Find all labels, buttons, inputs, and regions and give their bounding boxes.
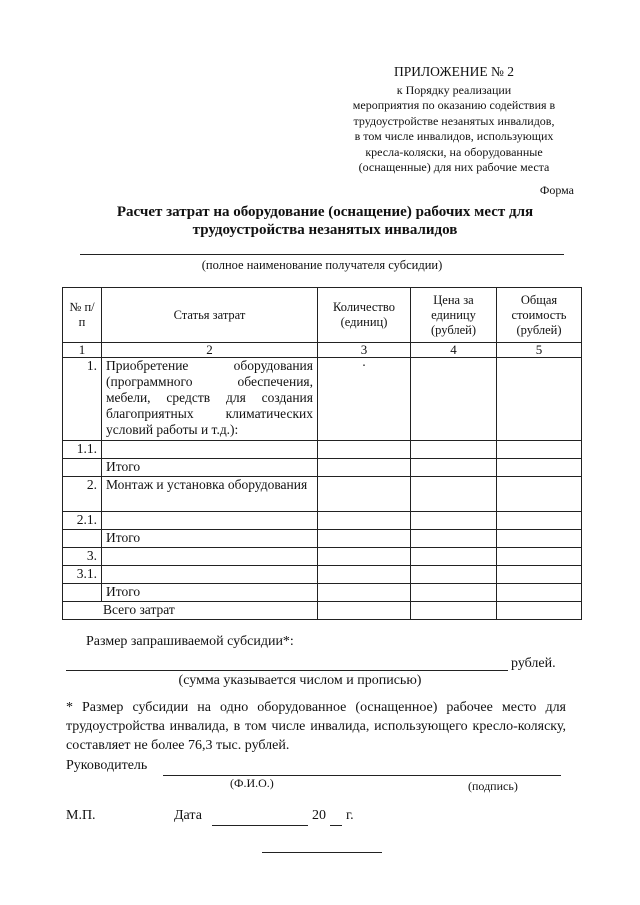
row-total-cell[interactable] [497,530,582,548]
subsidy-unit: рублей. [511,656,556,671]
row-number [63,530,102,548]
row-quantity-cell[interactable] [318,477,411,512]
row-quantity-cell[interactable] [318,566,411,584]
appendix-line: мероприятия по оказанию содействия в [352,98,556,112]
row-unit-price-cell[interactable] [411,584,497,602]
column-number: 3 [318,343,411,358]
row-cost-item[interactable] [102,548,318,566]
fio-caption: (Ф.И.О.) [230,776,274,790]
row-unit-price-cell[interactable] [411,358,497,441]
closing-separator [262,852,382,853]
recipient-caption: (полное наименование получателя субсидии) [201,258,443,272]
row-quantity-cell[interactable] [318,459,411,477]
table-row [63,548,582,566]
row-subtotal-label: Итого [102,459,318,477]
row-number [63,584,102,602]
appendix-header [330,64,578,176]
row-quantity-cell[interactable] [318,512,411,530]
row-cost-item: Монтаж и установка оборудования [102,477,318,512]
row-total-cell[interactable] [497,459,582,477]
header-total-cost: Общая стоимость (рублей) [497,288,582,343]
header-number: № п/п [63,288,102,343]
row-quantity-cell[interactable] [318,441,411,459]
row-subtotal-label: Итого [102,530,318,548]
recipient-name-line[interactable] [80,254,564,255]
row-unit-price-cell[interactable] [411,441,497,459]
header-unit-price: Цена за единицу (рублей) [411,288,497,343]
header-cost-item: Статья затрат [102,288,318,343]
row-number: 2. [63,477,102,512]
table-total-row [63,602,582,620]
head-label: Руководитель [66,758,148,773]
date-label: Дата [174,808,202,823]
row-cost-item[interactable] [102,566,318,584]
row-quantity-cell[interactable] [318,548,411,566]
year-suffix: г. [346,808,354,823]
row-number: 2.1. [63,512,102,530]
row-subtotal-label: Итого [102,584,318,602]
table-row [63,566,582,584]
subsidy-footnote: * Размер субсидии на одно оборудованное (оснащенное) рабочее место для трудоустройства инвалида, в том числе инвалида, использующего кресло-коляску, составляет не более 76,3 тыс. рублей. [66,700,566,753]
table-row [63,441,582,459]
row-total-cell[interactable] [497,584,582,602]
row-total-cell[interactable] [497,477,582,512]
head-signature-line[interactable] [163,775,561,776]
total-cost-cell[interactable] [497,602,582,620]
form-label: Форма [539,183,574,197]
subsidy-label: Размер запрашиваемой субсидии*: [86,634,294,649]
row-cost-item: Приобретение оборудования (программного обеспечения, мебели, средств для создания благоприятных климатических условий работы и т.д.): [102,358,318,441]
table-row [63,459,582,477]
stamp-label: М.П. [66,808,96,823]
row-number: 3. [63,548,102,566]
total-label: Всего затрат [63,602,318,620]
document-title-line2: трудоустройства незанятых инвалидов [192,222,458,238]
subsidy-caption: (сумма указывается числом и прописью) [178,673,422,688]
column-number: 5 [497,343,582,358]
year-prefix: 20 [312,808,326,823]
table-row [63,477,582,512]
table-row [63,512,582,530]
signature-caption: (подпись) [468,779,518,793]
appendix-line: кресла-коляски, на оборудованные [365,144,543,159]
costs-table [62,287,582,620]
row-unit-price-cell[interactable] [411,459,497,477]
row-number: 1. [63,358,102,441]
row-number: 3.1. [63,566,102,584]
row-cost-item[interactable] [102,512,318,530]
row-total-cell[interactable] [497,566,582,584]
table-row [63,530,582,548]
table-row [63,584,582,602]
subsidy-amount-line[interactable] [66,670,508,671]
year-input-line[interactable] [330,825,342,826]
appendix-line: трудоустройстве незанятых инвалидов, [353,113,555,128]
row-unit-price-cell[interactable] [411,477,497,512]
row-quantity-cell[interactable] [318,530,411,548]
date-input-line[interactable] [212,825,308,826]
row-total-cell[interactable] [497,358,582,441]
header-quantity: Количество (единиц) [318,288,411,343]
table-header-row [63,288,582,343]
row-quantity-cell[interactable] [318,584,411,602]
column-numbers-row [63,343,582,358]
row-unit-price-cell[interactable] [411,548,497,566]
total-unit-price-cell[interactable] [411,602,497,620]
total-quantity-cell[interactable] [318,602,411,620]
row-cost-item[interactable] [102,441,318,459]
column-number: 1 [63,343,102,358]
row-number [63,459,102,477]
row-unit-price-cell[interactable] [411,512,497,530]
row-total-cell[interactable] [497,512,582,530]
column-number: 2 [102,343,318,358]
document-title-line1: Расчет затрат на оборудование (оснащение) рабочих мест для [116,204,534,220]
document-title [80,203,570,239]
appendix-line: к Порядку реализации [396,82,512,97]
row-total-cell[interactable] [497,548,582,566]
row-number: 1.1. [63,441,102,459]
column-number: 4 [411,343,497,358]
row-quantity-cell[interactable]: · [318,358,411,441]
row-total-cell[interactable] [497,441,582,459]
appendix-line: в том числе инвалидов, использующих [354,129,554,143]
row-unit-price-cell[interactable] [411,566,497,584]
table-row [63,358,582,441]
appendix-line: (оснащенные) для них рабочие места [358,160,550,174]
appendix-title: ПРИЛОЖЕНИЕ № 2 [393,64,515,79]
row-unit-price-cell[interactable] [411,530,497,548]
